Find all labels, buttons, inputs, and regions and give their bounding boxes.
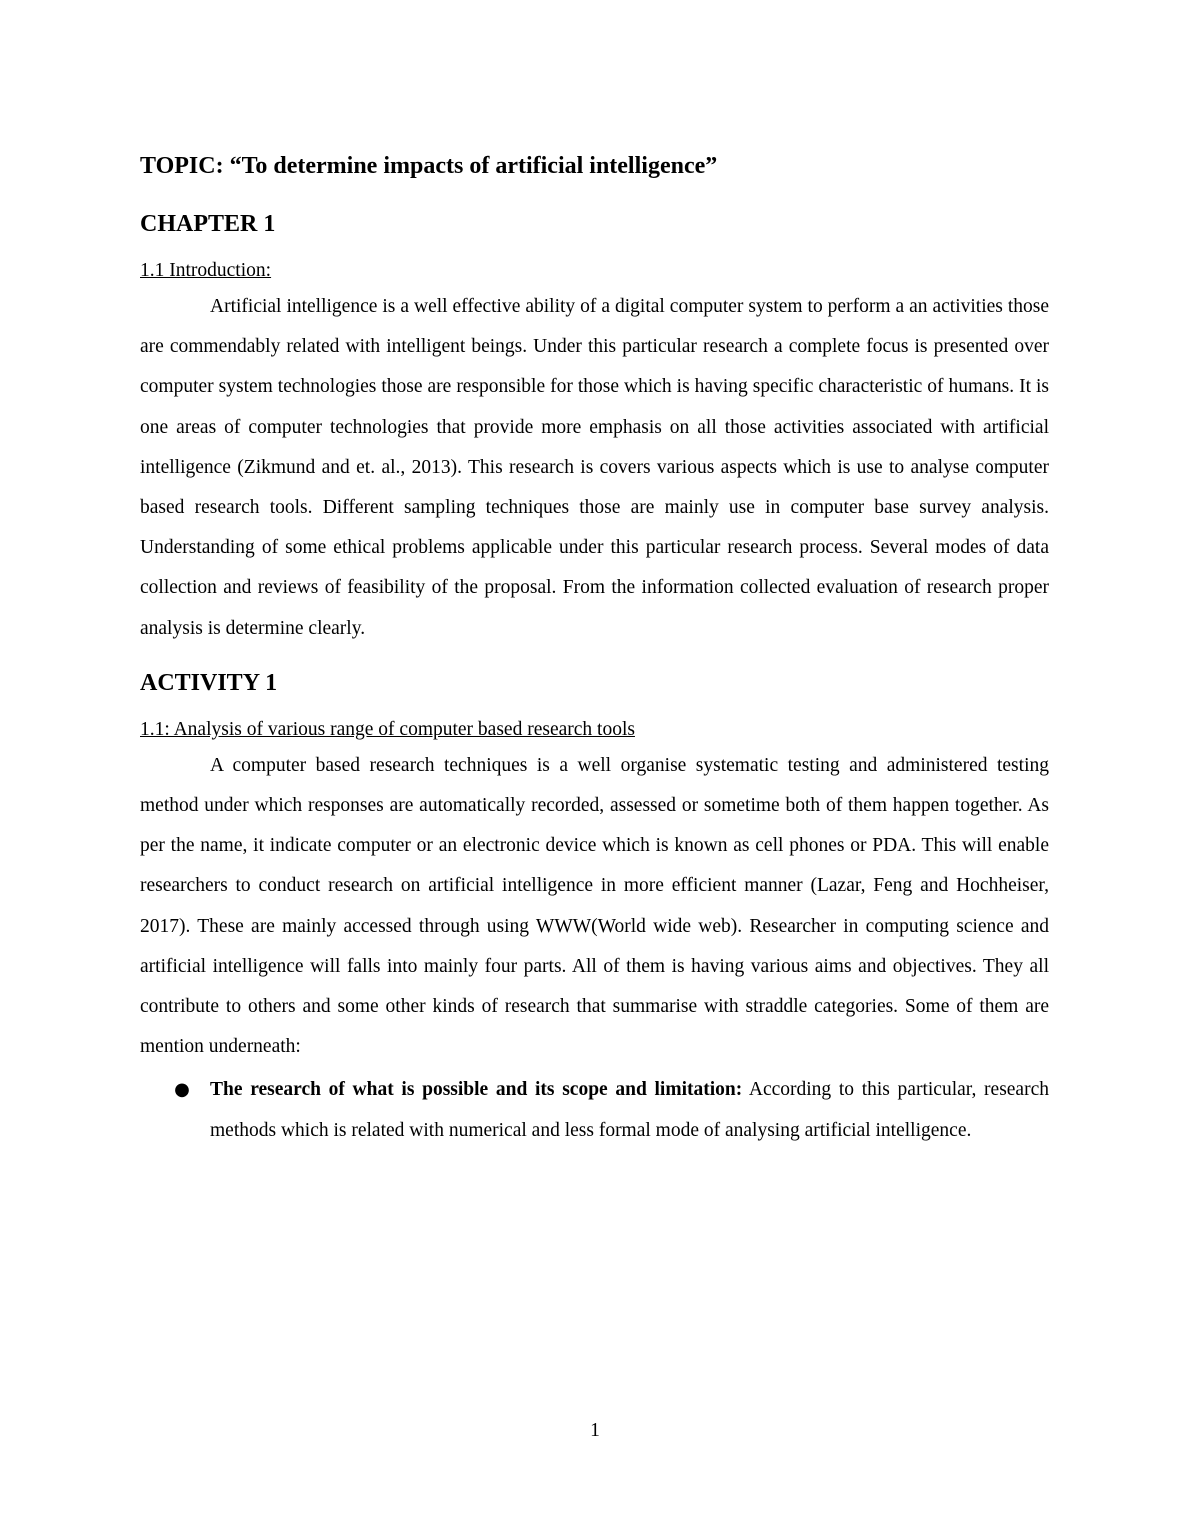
page-number: 1 (590, 1420, 600, 1441)
page-content (140, 146, 1049, 1151)
introduction-heading: 1.1 Introduction: (140, 260, 272, 281)
activity-heading: ACTIVITY 1 (140, 669, 278, 696)
bullet-text: According to this particular, research methods which is related with numerical and less formal mode of analysing artificial intelligence. (210, 1079, 1049, 1141)
introduction-paragraph: Artificial intelligence is a well effective ability of a digital computer system to perform a an activities those are commendably related with intelligent beings. Under this particular research a complete focus is presented over computer system technologies those are responsible for those which is having specific characteristic of humans. It is one areas of computer technologies that provide more emphasis on all those activities associated with artificial intelligence (Zikmund and et. al., 2013). This research is covers various aspects which is use to analyse computer based research tools. Different sampling techniques those are mainly use in computer base survey analysis. Understanding of some ethical problems applicable under this particular research process. Several modes of data collection and reviews of feasibility of the proposal. From the information collected evaluation of research proper analysis is determine clearly. (140, 296, 1049, 639)
chapter-heading: CHAPTER 1 (140, 211, 276, 237)
bullet-lead: The research of what is possible and its scope and limitation: (210, 1079, 743, 1101)
analysis-paragraph: A computer based research techniques is a well organise systematic testing and administered testing method under which responses are automatically recorded, assessed or sometime both of them happen together. As per the name, it indicate computer or an electronic device which is known as cell phones or PDA. This will enable researchers to conduct research on artificial intelligence in more efficient manner (Lazar, Feng and Hochheiser, 2017). These are mainly accessed through using WWW(World wide web). Researcher in computing science and artificial intelligence will falls into mainly four parts. All of them is having various aims and objectives. They all contribute to others and some other kinds of research that summarise with straddle categories. Some of them are mention underneath: (140, 754, 1049, 1058)
bullet-icon: ● (174, 1079, 190, 1101)
analysis-heading: 1.1: Analysis of various range of computer based research tools (140, 718, 635, 740)
bullet-list (140, 1070, 1049, 1150)
list-item (174, 1070, 1049, 1150)
topic-title: TOPIC: “To determine impacts of artificial intelligence” (140, 153, 718, 179)
